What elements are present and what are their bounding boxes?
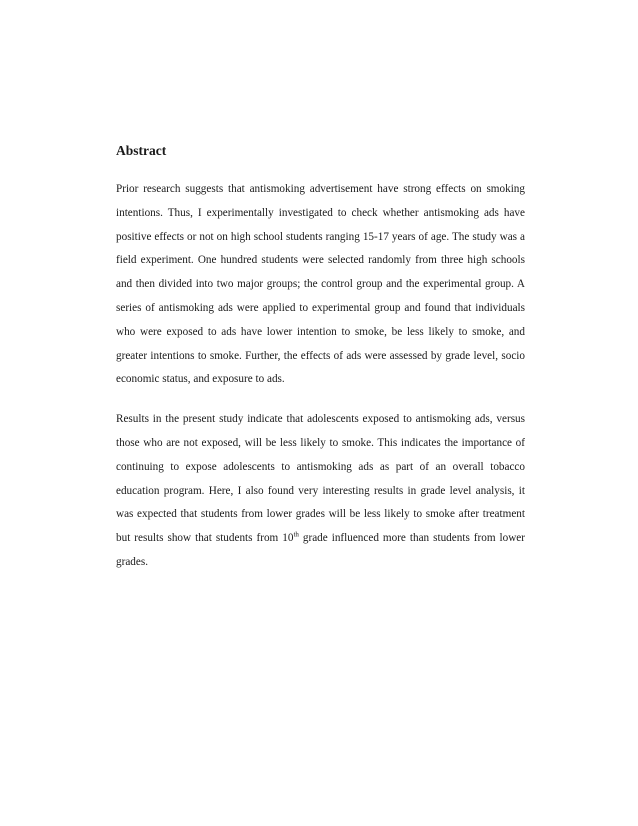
abstract-paragraph-2 bbox=[116, 408, 525, 575]
abstract-paragraph-1: Prior research suggests that antismoking advertisement have strong effects on smoking intentions. Thus, I experimentally investigated to check whether antismoking ads have positive effects or not on high school students ranging 15-17 years of age. The study was a field experiment. One hundred students were selected randomly from three high schools and then divided into two major groups; the control group and the experimental group. A series of antismoking ads were applied to experimental group and found that individuals who were exposed to ads have lower intention to smoke, be less likely to smoke, and greater intentions to smoke. Further, the effects of ads were assessed by grade level, socio economic status, and exposure to ads. bbox=[116, 183, 525, 386]
paragraph-2-text-after: grade influenced more than students from lower grades. bbox=[116, 532, 525, 568]
paragraph-2-text-before: Results in the present study indicate that adolescents exposed to antismoking ads, versus those who are not exposed, will be less likely to smoke. This indicates the importance of continuing to expose adolescents to antismoking ads as part of an overall tobacco education program. Here, I also found very interesting results in grade level analysis, it was expected that students from lower grades will be less likely to smoke after treatment but results show that students from 10 bbox=[116, 413, 525, 545]
ordinal-superscript: th bbox=[293, 530, 299, 539]
abstract-section bbox=[116, 142, 525, 575]
abstract-heading: Abstract bbox=[116, 143, 167, 158]
